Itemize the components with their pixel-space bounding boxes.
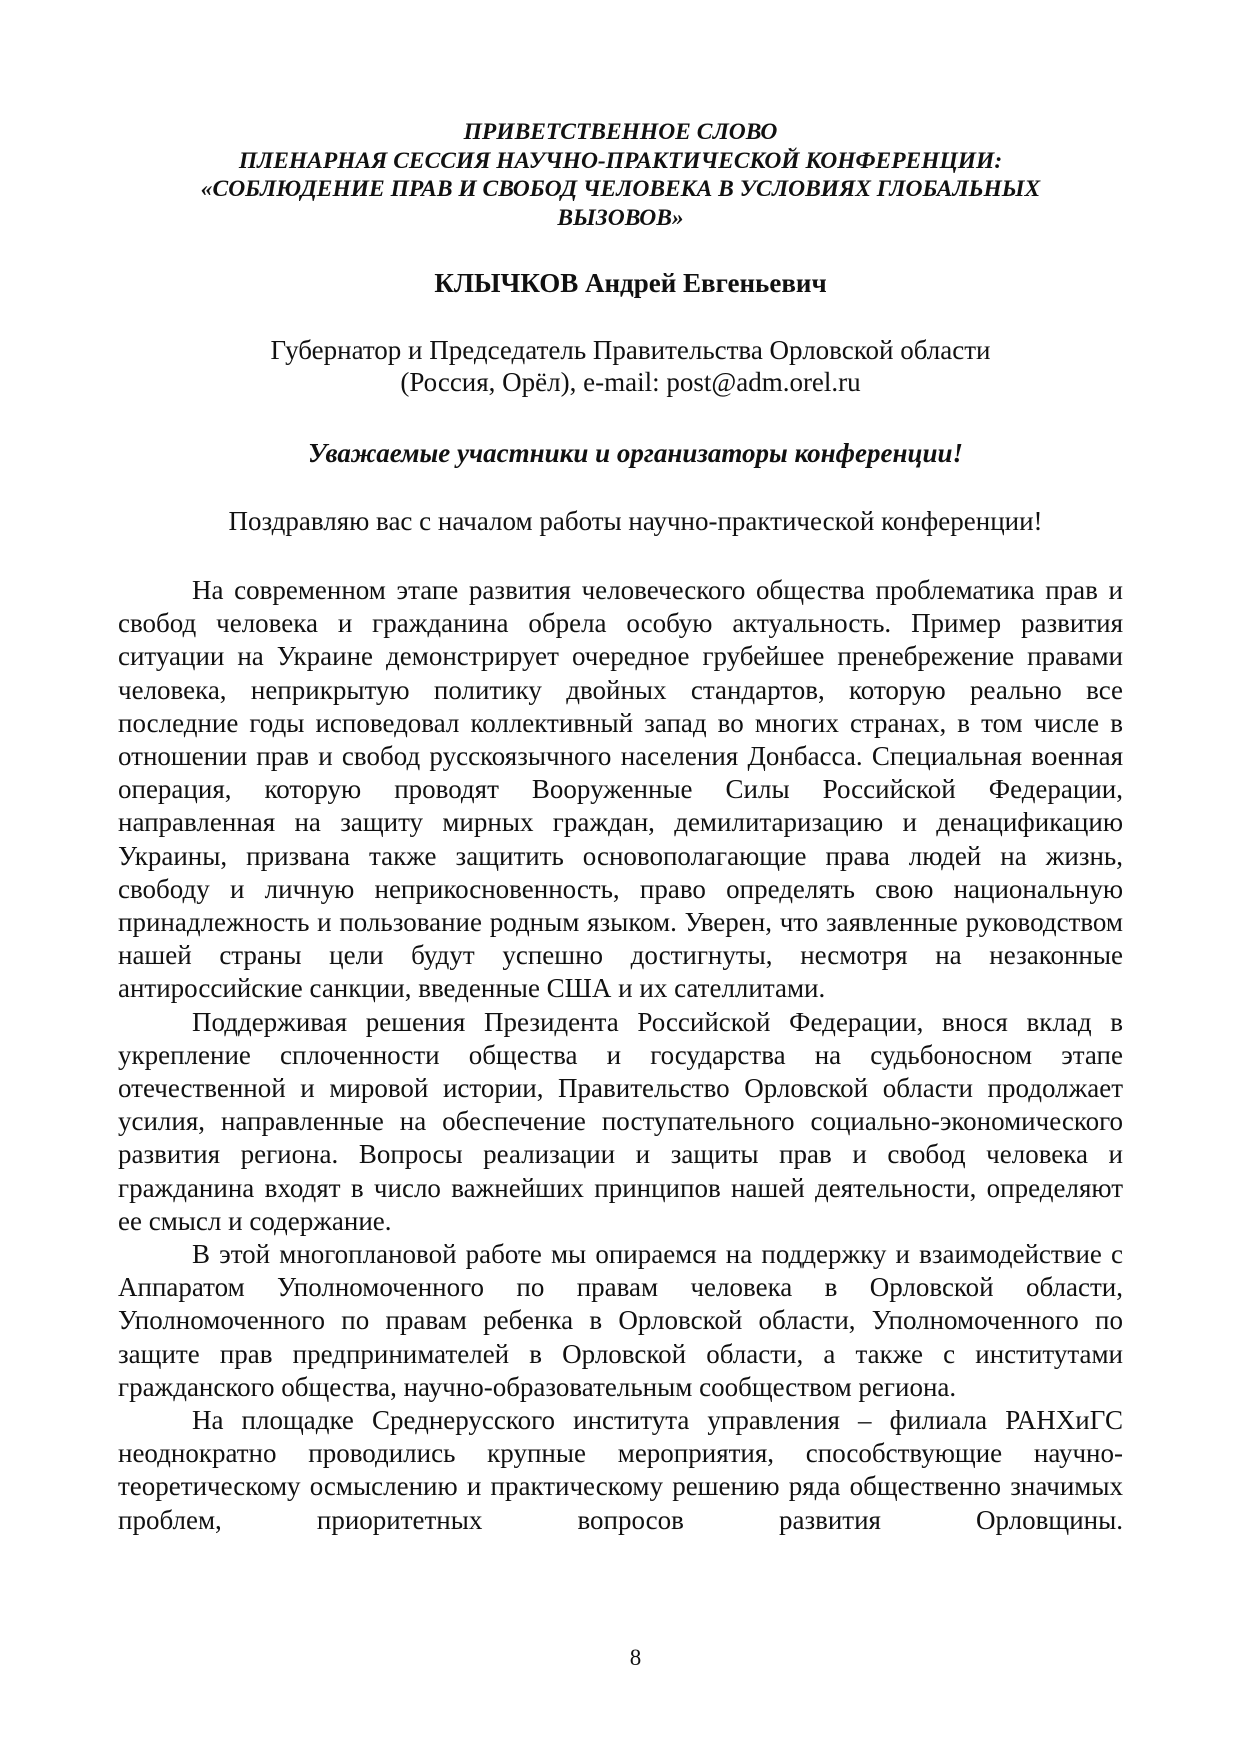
header-line: «СОБЛЮДЕНИЕ ПРАВ И СВОБОД ЧЕЛОВЕКА В УСЛОВИЯХ ГЛОБАЛЬНЫХ [200,176,1041,202]
page-number: 8 [629,1645,642,1670]
author-affiliation [0,334,1241,398]
paragraph: На площадке Среднерусского института управления – филиала РАНХиГС неоднократно проводились крупные мероприятия, способствующие научно-теоретическому осмыслению и практическому решению ряда общественно значимых проблем, приоритетных вопросов развития Орловщины. [118,1405,1123,1535]
header-line: ПРИВЕТСТВЕННОЕ СЛОВО [463,119,778,145]
affiliation-line: Губернатор и Председатель Правительства Орловской области [270,335,991,365]
author-name: КЛЫЧКОВ Андрей Евгеньевич [434,268,827,298]
conference-header [150,118,1091,232]
header-line: ПЛЕНАРНАЯ СЕССИЯ НАУЧНО-ПРАКТИЧЕСКОЙ КОНФЕРЕНЦИИ: [238,147,1003,174]
congratulation-line: Поздравляю вас с началом работы научно-практической конференции! [228,506,1043,536]
salutation: Уважаемые участники и организаторы конференции! [307,438,963,468]
paragraph: На современном этапе развития человеческого общества проблематика прав и свобод человека и гражданина обрела особую актуальность. Пример развития ситуации на Украине демонстрирует очередное грубейшее пренебрежение правами человека, неприкрытую политику двойных стандартов, которую реально все последние годы исповедовал коллективный запад во многих странах, в том числе в отношении прав и свобод русскоязычного населения Донбасса. Специальная военная операция, которую проводят Вооруженные Силы Российской Федерации, направленная на защиту мирных граждан, демилитаризацию и денацификацию Украины, призвана также защитить основополагающие права людей на жизнь, свободу и личную неприкосновенность, право определять свою национальную принадлежность и пользование родным языком. Уверен, что заявленные руководством нашей страны цели будут успешно достигнуты, несмотря на незаконные антироссийские санкции, введенные США и их сателлитами. [118,575,1123,1004]
affiliation-contact: (Россия, Орёл), e-mail: post@adm.orel.ru [400,367,861,397]
header-line: ВЫЗОВОВ» [557,204,684,231]
paragraph: Поддерживая решения Президента Российской Федерации, внося вклад в укрепление сплоченности общества и государства на судьбоносном этапе отечественной и мировой истории, Правительство Орловской области продолжает усилия, направленные на обеспечение поступательного социально-экономического развития региона. Вопросы реализации и защиты прав и свобод человека и гражданина входят в число важнейших принципов нашей деятельности, определяют ее смысл и содержание. [118,1006,1123,1236]
paragraph: В этой многоплановой работе мы опираемся на поддержку и взаимодействие с Аппаратом Уполномоченного по правам человека в Орловской области, Уполномоченного по правам ребенка в Орловской области, Уполномоченного по защите прав предпринимателей в Орловской области, а также с институтами гражданского общества, научно-образовательным сообществом региона. [118,1239,1123,1402]
body-text [118,574,1123,1537]
